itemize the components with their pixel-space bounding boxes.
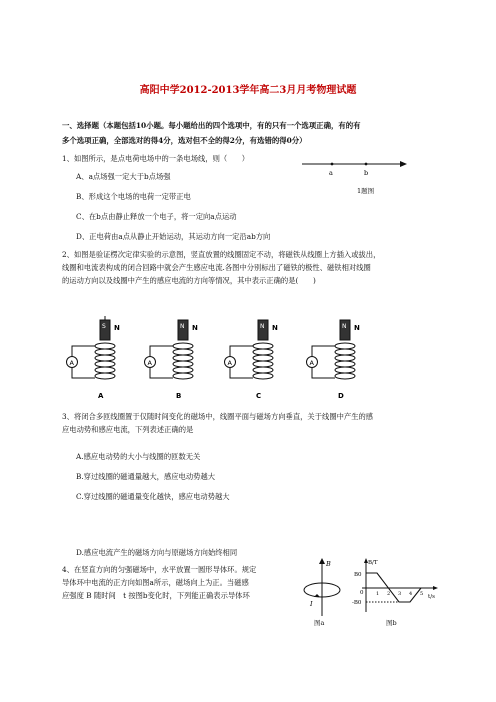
current-arrow-icon [314, 594, 320, 597]
q4-caption-b: 图b [386, 619, 397, 627]
q3-text [62, 410, 452, 436]
svg-text:B0: B0 [354, 572, 362, 578]
svg-text:1: 1 [376, 591, 380, 597]
point-b [365, 163, 368, 166]
svg-text:B: B [326, 560, 331, 568]
q1-option-d: D、正电荷由a点从静止开始运动，其运动方向一定沿ab方向 [76, 232, 271, 241]
svg-text:2: 2 [387, 591, 391, 597]
svg-text:N: N [192, 324, 198, 332]
svg-text:N: N [272, 324, 278, 332]
svg-text:N: N [260, 323, 265, 330]
q3-option-b: B.穿过线圈的磁通量越大，感应电动势越大 [76, 472, 216, 481]
field-arrow-icon [400, 161, 407, 167]
q1-option-c: C、在b点由静止释放一个电子，将一定向a点运动 [76, 212, 237, 221]
svg-text:5: 5 [420, 591, 424, 597]
svg-text:A: A [69, 359, 74, 367]
label-a: a [329, 169, 333, 177]
coil [95, 343, 115, 379]
label-b: b [364, 169, 369, 177]
section-header [62, 118, 442, 148]
svg-text:t/s: t/s [428, 594, 435, 600]
page-title: 高阳中学2012-2013学年高二3月月考物理试题 [139, 85, 357, 96]
svg-text:N: N [354, 324, 360, 332]
svg-text:0: 0 [360, 590, 364, 596]
b-arrow-icon [319, 558, 325, 564]
q2-line-3: 的运动方向以及线圈中产生的感应电流的方向等情况，其中表示正确的是( ) [62, 276, 316, 285]
svg-text:N: N [180, 323, 185, 330]
q2-line-1: 2、如图是验证楞次定律实验的示意图，竖直放置的线圈固定不动，将磁铁从线圈上方插入或拔出， [62, 250, 381, 259]
q2-text [62, 248, 452, 287]
q3-option-d: D.感应电流产生的磁场方向与原磁场方向始终相同 [76, 548, 238, 557]
svg-text:A: A [98, 392, 104, 400]
point-a [331, 163, 334, 166]
svg-text:D: D [338, 392, 344, 400]
q2-figure-d [307, 320, 361, 400]
q2-figures [60, 316, 440, 404]
section-line-2: 多个选项正确，全部选对的得4分，选对但不全的得2分，有选错的得0分） [62, 136, 307, 145]
svg-text:B/T: B/T [368, 560, 378, 566]
q3-option-a: A.感应电动势的大小与线圈的匝数无关 [76, 452, 201, 461]
q2-figure-a [67, 316, 121, 400]
q1-option-a: A、a点场强一定大于b点场强 [76, 172, 171, 181]
q3-line-1: 3、将闭合多匝线圈置于仅随时间变化的磁场中，线圈平面与磁场方向垂直，关于线圈中产生的感 [62, 412, 374, 421]
q2-line-2: 线圈和电流表构成的闭合回路中就会产生感应电流.各图中分别标出了磁铁的极性、磁铁相对线圈 [62, 263, 371, 272]
svg-text:I: I [310, 600, 313, 608]
section-line-1: 一、选择题（本题包括10小题。每小题给出的四个选项中，有的只有一个选项正确，有的有 [62, 121, 361, 130]
svg-text:4: 4 [409, 591, 413, 597]
q4-figure-b [352, 556, 442, 620]
svg-text:N: N [342, 323, 347, 330]
q2-figure-c [225, 320, 279, 400]
q1-field-line-figure [300, 155, 410, 200]
q1-option-b: B、形成这个电场的电荷一定带正电 [76, 192, 191, 201]
q2-figure-b [145, 320, 199, 400]
svg-text:3: 3 [398, 591, 402, 597]
svg-text:A: A [147, 359, 152, 367]
q4-caption-a: 图a [314, 619, 325, 627]
q4-text [62, 563, 302, 602]
svg-text:A: A [227, 359, 232, 367]
svg-text:S: S [102, 323, 106, 330]
q4-line-2: 导体环中电流的正方向如图a所示，磁场向上为正。当磁感 [62, 578, 249, 587]
q1-caption: 1题图 [357, 187, 375, 195]
svg-text:B: B [176, 392, 182, 400]
svg-text:N: N [114, 324, 120, 332]
q4-line-1: 4、在竖直方向的匀强磁场中，水平放置一圆形导体环。规定 [62, 565, 257, 574]
svg-text:A: A [309, 359, 314, 367]
q1-stem: 1、如图所示，是点电荷电场中的一条电场线，则（ ） [62, 154, 250, 163]
q3-option-c: C.穿过线圈的磁通量变化越快，感应电动势越大 [76, 492, 230, 501]
q4-line-3: 应强度 B 随时间 t 按图b变化时，下列能正确表示导体环 [62, 591, 250, 600]
svg-text:-B0: -B0 [352, 600, 362, 606]
q3-line-2: 应电动势和感应电流，下列表述正确的是 [62, 425, 194, 434]
svg-text:C: C [256, 392, 262, 400]
